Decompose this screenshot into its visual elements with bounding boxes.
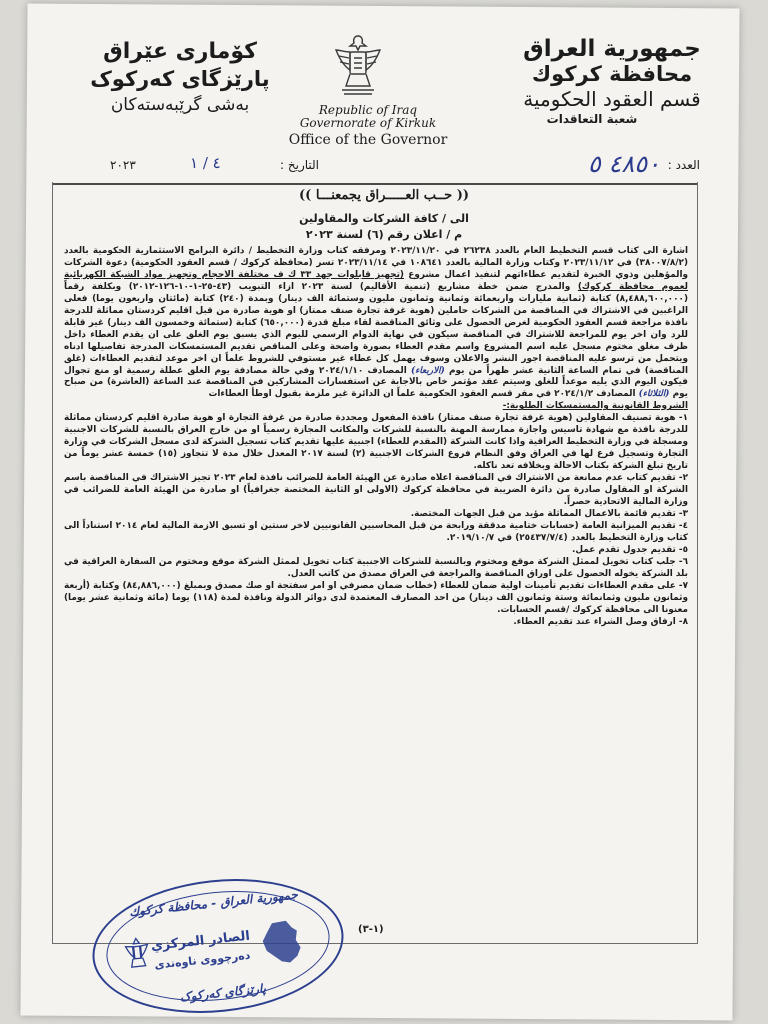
iraq-eagle-icon <box>330 30 386 98</box>
letterhead-country: جمهورية العراق <box>523 36 701 62</box>
stamp-top-text: جمهورية العراق - محافظة كركوك <box>128 887 299 920</box>
condition-item-1: ١- هوية تصنيف المقاولين (هوية غرفة تجارة صنف ممتاز) نافذة المفعول ومجددة صادرة من غرفة التجارة او هوية صادرة اقليم كردستان مماثلة للدرجة نافذة مع شهادة تاسيس واجازة ممارسة المهنة بالنسبة للشركات والمكاتب المجازة رسمياً او من خارج العراق بالنسبة للشركات الاجنبية ومسجلة في وزارة التخطيط العراقية واذا كانت الشركة (المقدم للعطاء) اجنبية عليها تقديم كتاب تسجيل الشركة لدى مسجل الشركات في وزارة التجارة وتسجيل فرع لها في العراق وفق النظام فروع الشركات الاجنبية (٢) لسنة ٢٠١٧ المعدل خلال مدة لا تتجاوز (١٥) خمسة عشر يوماً من تاريخ تبلغ الشركة بكتاب الاحالة وبخلافه تعد ناكله. <box>64 413 689 472</box>
date-label: التاريخ : <box>280 158 320 172</box>
conditions-title: الشروط القانونية والمستمسكات الطلوبة:- <box>502 401 688 412</box>
date-year: ٢٠٢٣ <box>110 158 136 172</box>
condition-item-4: ٤- تقديم الميزانية العامة (حسابات ختامية مدققة ورابحة من قبل المحاسبين القانونيين لاخر سنتين او تسبق الازمة المالية لعام ٢٠١٤ استناداً الى كتاب وزارة التخطيط بالعدد (٢٥٤٣٧/٧/٤) في ٢٠١٩/١٠/٧. <box>64 520 688 543</box>
slogan: (( حــب العـــــراق يجمعنـــا )) <box>299 188 469 203</box>
letterhead-department: قسم العقود الحكومية <box>523 87 701 111</box>
english-governorate: Governorate of Kirkuk <box>299 116 437 130</box>
english-country: Republic of Iraq <box>318 103 418 117</box>
closing-date-text: المصادف ٢٠٢٤/١/١٠ وفي حالة مصادفة يوم الغلق عطلة رسمية او منع تجوال فيكون اليوم الذي يليه موعداً للغلق وسيتم عقد مؤتمر خاص بالاجابة عن استفسارات المشاركين في المناقصة عند الساعة (العاشرة) من صباح يوم <box>64 365 688 400</box>
stamp-center-arabic: الصادر المركزي <box>150 928 251 954</box>
conference-text: المصادف ٢٠٢٤/١/٢ في مقر قسم العقود الحكومية علماً ان الدائرة غير ملزمة بقبول اوطأ العطاءات <box>208 389 636 400</box>
subject: م / اعلان رقم (٦) لسنة ٢٠٢٣ <box>305 228 463 241</box>
addressee: الى / كافة الشركات والمقاولين <box>299 212 469 225</box>
stamp-bottom-text: پارێزگای کەرکوک <box>179 981 267 1005</box>
project-name: (تجهيز قابلوات جهد ٣٣ ك ف مختلفة الاحجام وتجهيز مواد الشبكة الكهربائية لعموم محافظة كركوك) <box>64 269 689 292</box>
condition-item-3: ٣- تقديم قائمة بالاعمال المماثلة مؤيد من قبل الجهات المختصة. <box>410 508 688 519</box>
reference-row <box>50 150 700 184</box>
letterhead-governorate: محافظة كركوك <box>531 62 693 86</box>
kurdish-country: کۆماری عێراق <box>103 39 257 64</box>
budget-text: والمدرج ضمن خطة مشاريع (تنمية الأقاليم) لسنة ٢٠٢٣ ازاء التبويب (٤٣-٢٥-١-١٠-١٢٦-٢٠١٢) وبكلفة رقماً (٨,٤٨٨,٦٠٠,٠٠٠) كتابة (ثمانية مليارات واربعمائة وثمانية وثمانون مليون وستمائة الف دينار) وبمدة (٢٤٠) كتابة (مائتان واربعون يوما) فعلى الراغبين في الاشتراك في المناقصة من الشركات حاملين (هوية غرفة تجارة صنف ممتاز) او هوية صادرة من قبل اقليم كردستان مماثلة للدرجة نافذة مراجعة قسم العقود الحكومية لغرض الحصول على وثائق المناقصة لقاء مبلغ قدرة (٦٥٠,٠٠٠) كتابة (ستمائة وخمسون الف دينار) غير قابلة للرد وان اخر يوم للمراجعة للاشتراك في المناقصة سيكون في نهاية الدوام الرسمي لليوم الذي يسبق يوم الغلق على ان يقدم العطاء داخل ظرف مغلق مختوم مسجل عليه اسم المشروع واسم مقدم العطاء بصورة واضحة وعلى المناقص تقديم المستمسكات المدرجة تفاصيلها ادناه ويتحمل من ترسو عليه المناقصة اجور النشر والاعلان وسوف يهمل كل عطاء غير مستوفي للشروط علماً ان اخر موعد لتقديم العطاءات (غلق المناقصة) في تمام الساعة الثانية عشر ظهراً من يوم <box>64 281 689 376</box>
kurdish-letterhead <box>70 38 290 117</box>
closing-day: (الاربعاء) <box>410 365 445 376</box>
page-number: (١-٣) <box>358 924 384 935</box>
condition-item-2: ٢- تقديم كتاب عدم ممانعة من الاشتراك في المناقصة اعلاه صادرة عن الهيئة العامة للضرائب نافذة لعام ٢٠٢٣ تجيز الاشتراك في المناقصة باسم الشركة او المقاول صادرة من دائرة الضريبة في محافظة كركوك (الاولى او الثانية المختصة جغرافياً) او صادرة من الهيئة العامة للضرائب في وزارة المالية الاتحادية حصراً. <box>64 473 688 508</box>
stamp-center-kurdish: دەرچووی ناوەندی <box>153 948 251 972</box>
date-value: ٤ / ١ <box>190 154 221 172</box>
arabic-letterhead <box>502 36 722 127</box>
english-office: Office of the Governor <box>288 132 448 148</box>
number-value: ٤٨٥٠ ٥ <box>587 150 660 178</box>
iraq-map-icon <box>258 917 305 967</box>
number-label: العدد : <box>667 158 700 172</box>
condition-item-8: ٨- ارفاق وصل الشراء عند تقديم العطاء. <box>513 616 688 627</box>
conference-day: (الثلاثاء) <box>638 389 670 400</box>
intro-text: اشارة الى كتاب قسم التخطيط العام بالعدد ٢٦٢٣٨ في ٢٠٢٣/١١/٢٠ ومرفقه كتاب وزارة التخطيط / دائرة البرامج الاستثمارية الحكومية بالعدد (٣٨٠٠٧/٨/٢) في ٢٠٢٣/١١/١٢ وكتاب وزارة المالية بالعدد ١٠٨٦٤١ في ٢٠٢٣/١١/١٤ تسر (محافظة كركوك / قسم العقود الحكومية) دعوة الشركات والمؤهلين وذوي الخبرة لتقديم عطاءاتهم لتنفيذ اعمال مشروع <box>64 246 689 280</box>
condition-item-7: ٧- على مقدم العطاءات تقديم تأمينات اولية ضمان للعطاء (خطاب ضمان مصرفي او امر سفتجة او صك مصدق وبمبلغ (٨٤,٨٨٦,٠٠٠) وكتابة (أربعة وثمانون مليون وثمانمائة وستة وثمانون الف دينار) من احد المصارف المعتمدة لدى دوائر الدولة ونافذة لمدة (١١٨) يوما (مائة وثمانية عشر يوما) معنونا الى محافظة كركوك /قسم الحسابات. <box>64 580 689 615</box>
letterhead-section: شعبة التعاقدات <box>546 112 638 126</box>
condition-item-5: ٥- تقديم جدول تقدم عمل. <box>572 544 688 555</box>
intro-paragraph <box>64 246 688 401</box>
kurdish-governorate: پارێزگای کەرکوک <box>90 67 270 91</box>
announcement-body <box>64 246 688 629</box>
kurdish-department: بەشی گرێبەستەکان <box>110 95 250 115</box>
condition-item-6: ٦- جلب كتاب تخويل لممثل الشركة موقع ومختوم وبالنسبة للشركات الاجنبية كتاب تخويل لممثل الشركة موقع ومختوم من السفارة العراقية في بلد الشركة يخوله الحصول على اوراق المناقصة والمراجعة في العراق مصدق من كاتب العدل. <box>64 556 688 579</box>
english-letterhead <box>286 104 450 149</box>
